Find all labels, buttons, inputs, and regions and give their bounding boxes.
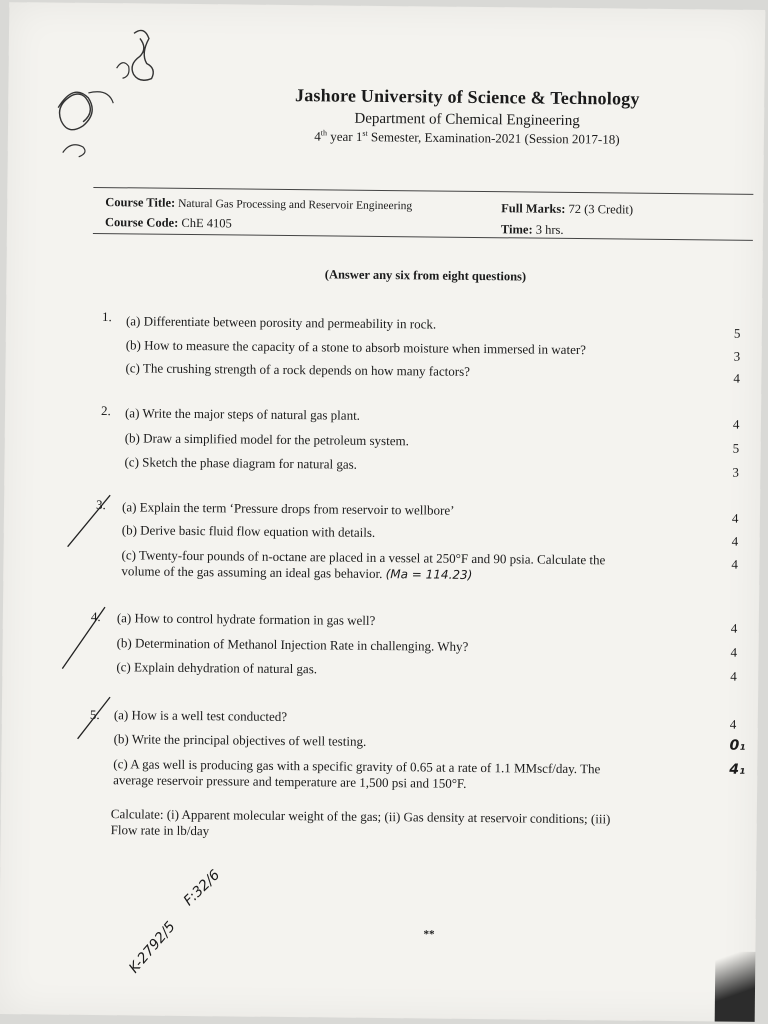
course-code: Course Code: ChE 4105 [104,215,232,231]
handwritten-note: K-2792/5 [126,918,179,977]
question-number: 5. [89,706,100,723]
question-part: (c) Explain dehydration of natural gas. [116,659,318,677]
question-number: 3. [95,497,106,513]
handwritten-note: F:32/6 [180,867,224,910]
question-part: (a) How to control hydrate formation in gas well? [116,610,376,628]
question-part: (c) The crushing strength of a rock depends on how many factors? [125,360,471,379]
exam-time: Time: 3 hrs. [500,222,564,237]
instruction: (Answer any six from eight questions) [324,267,527,284]
part-mark: 5 [733,325,741,341]
part-mark: 4 [731,533,739,549]
question-number: 2. [100,403,111,419]
department-title: Department of Chemical Engineering [354,110,580,130]
part-mark: 4 [732,416,740,432]
exam-header [8,82,768,149]
divider-top [93,187,753,195]
question-part: (a) Write the major steps of natural gas plant. [124,405,361,423]
question-part: (c) Sketch the phase diagram for natural gas. [124,454,358,472]
question-part: (a) Differentiate between porosity and permeability in rock. [125,313,437,332]
question-part: (b) Draw a simplified model for the petroleum system. [124,430,409,449]
university-title: Jashore University of Science & Technology [294,85,640,109]
question-part: (b) Determination of Methanol Injection Rate in challenging. Why? [116,635,469,654]
calculation-line: Calculate: (i) Apparent molecular weight of the gas; (ii) Gas density at reservoir conditions; (iii) [110,806,611,827]
check-tick-icon [66,491,117,552]
handwritten-note: (Ma = 114.23) [385,567,473,582]
question-number: 1. [101,309,112,325]
calculation-line: Flow rate in lb/day [110,822,210,839]
part-mark: 4 [733,370,740,386]
check-tick-icon [60,603,111,674]
exam-paper [0,2,765,1022]
question-part: (c) A gas well is producing gas with a specific gravity of 0.65 at a rate of 1.1 MMscf/day. The [113,756,601,777]
part-mark: 3 [732,464,740,480]
handwritten-mark: 0₁ [729,737,746,754]
part-mark: 5 [732,440,740,456]
part-mark: 3 [733,348,741,364]
handwritten-mark: 4₁ [729,761,746,778]
exam-info: 4th year 1st Semester, Examination-2021 (Session 2017-18) [314,128,620,147]
question-part-cont: average reservoir pressure and temperature are 1,500 psi and 150°F. [113,772,467,791]
question-part: (a) How is a well test conducted? [113,707,288,725]
question-part: (a) Explain the term ‘Pressure drops from reservoir to wellbore’ [121,499,455,518]
part-mark: 4 [731,510,739,526]
footer-mark: ** [423,928,435,941]
part-mark: 4 [731,556,739,572]
question-part: (b) How to measure the capacity of a stone to absorb moisture when immersed in water? [125,337,587,358]
part-mark: 4 [729,716,737,732]
question-part: (c) Twenty-four pounds of n-octane are placed in a vessel at 250°F and 90 psia. Calculate the [121,547,606,568]
question-number: 4. [90,608,101,625]
question-part: (b) Write the principal objectives of well testing. [113,731,367,749]
part-mark: 4 [730,644,738,660]
course-title: Course Title: Natural Gas Processing and Reservoir Engineering [105,195,413,213]
divider-bottom [93,233,753,241]
question-part: (b) Derive basic fluid flow equation with details. [121,522,376,540]
part-mark: 4 [730,620,738,636]
scan-shadow [715,952,756,1022]
full-marks: Full Marks: 72 (3 Credit) [501,201,634,217]
question-part-cont: volume of the gas assuming an ideal gas behavior. (Ma = 114.23) [121,563,473,582]
part-mark: 4 [730,668,737,684]
